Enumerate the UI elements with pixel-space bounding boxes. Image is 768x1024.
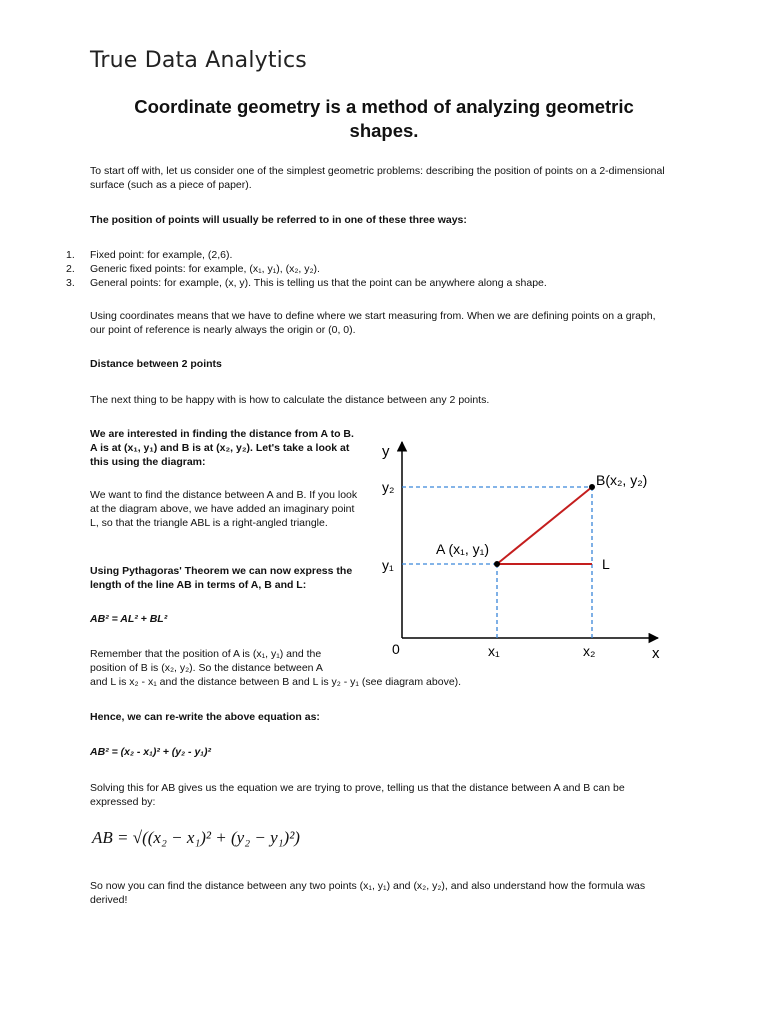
hence-heading: Hence, we can re-write the above equation as: — [90, 711, 320, 723]
distance-formula: AB = √((x₂ − x₁)² + (y₂ − y₁)²) — [92, 828, 300, 847]
point-B — [589, 484, 595, 490]
list-number: 2. — [66, 263, 75, 275]
remember-paragraph-continued: and L is x₂ - x₁ and the distance between B and L is y₂ - y₁ (see diagram above). — [90, 676, 462, 688]
x1-label: x₁ — [488, 643, 500, 659]
distance-heading: Distance between 2 points — [90, 358, 222, 370]
equation-pythagoras: AB² = AL² + BL² — [90, 613, 168, 625]
intro-paragraph: To start off with, let us consider one of the simplest geometric problems: describing the position of points on a 2-dimensional surface (such as a piece of paper). — [90, 165, 665, 191]
point-A-label: A (x₁, y₁) — [436, 541, 490, 557]
y-axis-label: y — [382, 443, 390, 460]
point-B-label: B(x₂, y₂) — [596, 472, 648, 488]
solving-paragraph: Solving this for AB gives us the equation we are trying to prove, telling us that the distance between A and B can be expressed by: — [90, 782, 625, 808]
page-title: Coordinate geometry is a method of analyzing geometric shapes. — [134, 96, 634, 141]
x2-label: x₂ — [583, 643, 596, 659]
list-text: Fixed point: for example, (2,6). — [90, 249, 233, 261]
coordinates-paragraph: Using coordinates means that we have to define where we start measuring from. When we are defining points on a graph, our point of reference is nearly always the origin or (0, 0). — [90, 310, 656, 336]
interest-paragraph: We are interested in finding the distance from A to B. A is at (x₁, y₁) and B is at (x₂, y₂). Let's take a look at this using the diagram: — [90, 428, 354, 468]
list-text: General points: for example, (x, y). This is telling us that the point can be anywhere along a shape. — [90, 277, 547, 289]
x-axis-label: x — [652, 645, 660, 662]
list-item — [66, 248, 666, 262]
pythagoras-paragraph: Using Pythagoras' Theorem we can now express the length of the line AB in terms of A, B and L: — [90, 565, 353, 591]
list-number: 1. — [66, 249, 75, 261]
equation-expanded: AB² = (x₂ - x₁)² + (y₂ - y₁)² — [90, 746, 211, 758]
list-item — [66, 276, 666, 290]
origin-label: 0 — [392, 641, 400, 657]
remember-paragraph: Remember that the position of A is (x₁, y₁) and the position of B is (x₂, y₂). So the distance between A — [90, 648, 323, 674]
list-text: Generic fixed points: for example, (x₁, y₁), (x₂, y₂). — [90, 263, 320, 275]
list-item — [66, 262, 666, 276]
y2-label: y₂ — [382, 479, 395, 495]
ways-heading: The position of points will usually be referred to in one of these three ways: — [90, 214, 467, 226]
list-number: 3. — [66, 277, 75, 289]
segment-AB — [497, 487, 592, 564]
closing-paragraph: So now you can find the distance between any two points (x₁, y₁) and (x₂, y₂), and also understand how the formula was derived! — [90, 880, 646, 906]
brand-title: True Data Analytics — [90, 48, 307, 73]
y1-label: y₁ — [382, 557, 394, 573]
point-L-label: L — [602, 556, 610, 572]
coordinate-diagram — [370, 430, 670, 670]
points-list — [66, 248, 666, 290]
want-paragraph: We want to find the distance between A and B. If you look at the diagram above, we have added an imaginary point L, so that the triangle ABL is a right-angled triangle. — [90, 489, 358, 529]
next-paragraph: The next thing to be happy with is how to calculate the distance between any 2 points. — [90, 394, 490, 406]
point-A — [494, 561, 500, 567]
triangle-segments — [497, 487, 592, 564]
